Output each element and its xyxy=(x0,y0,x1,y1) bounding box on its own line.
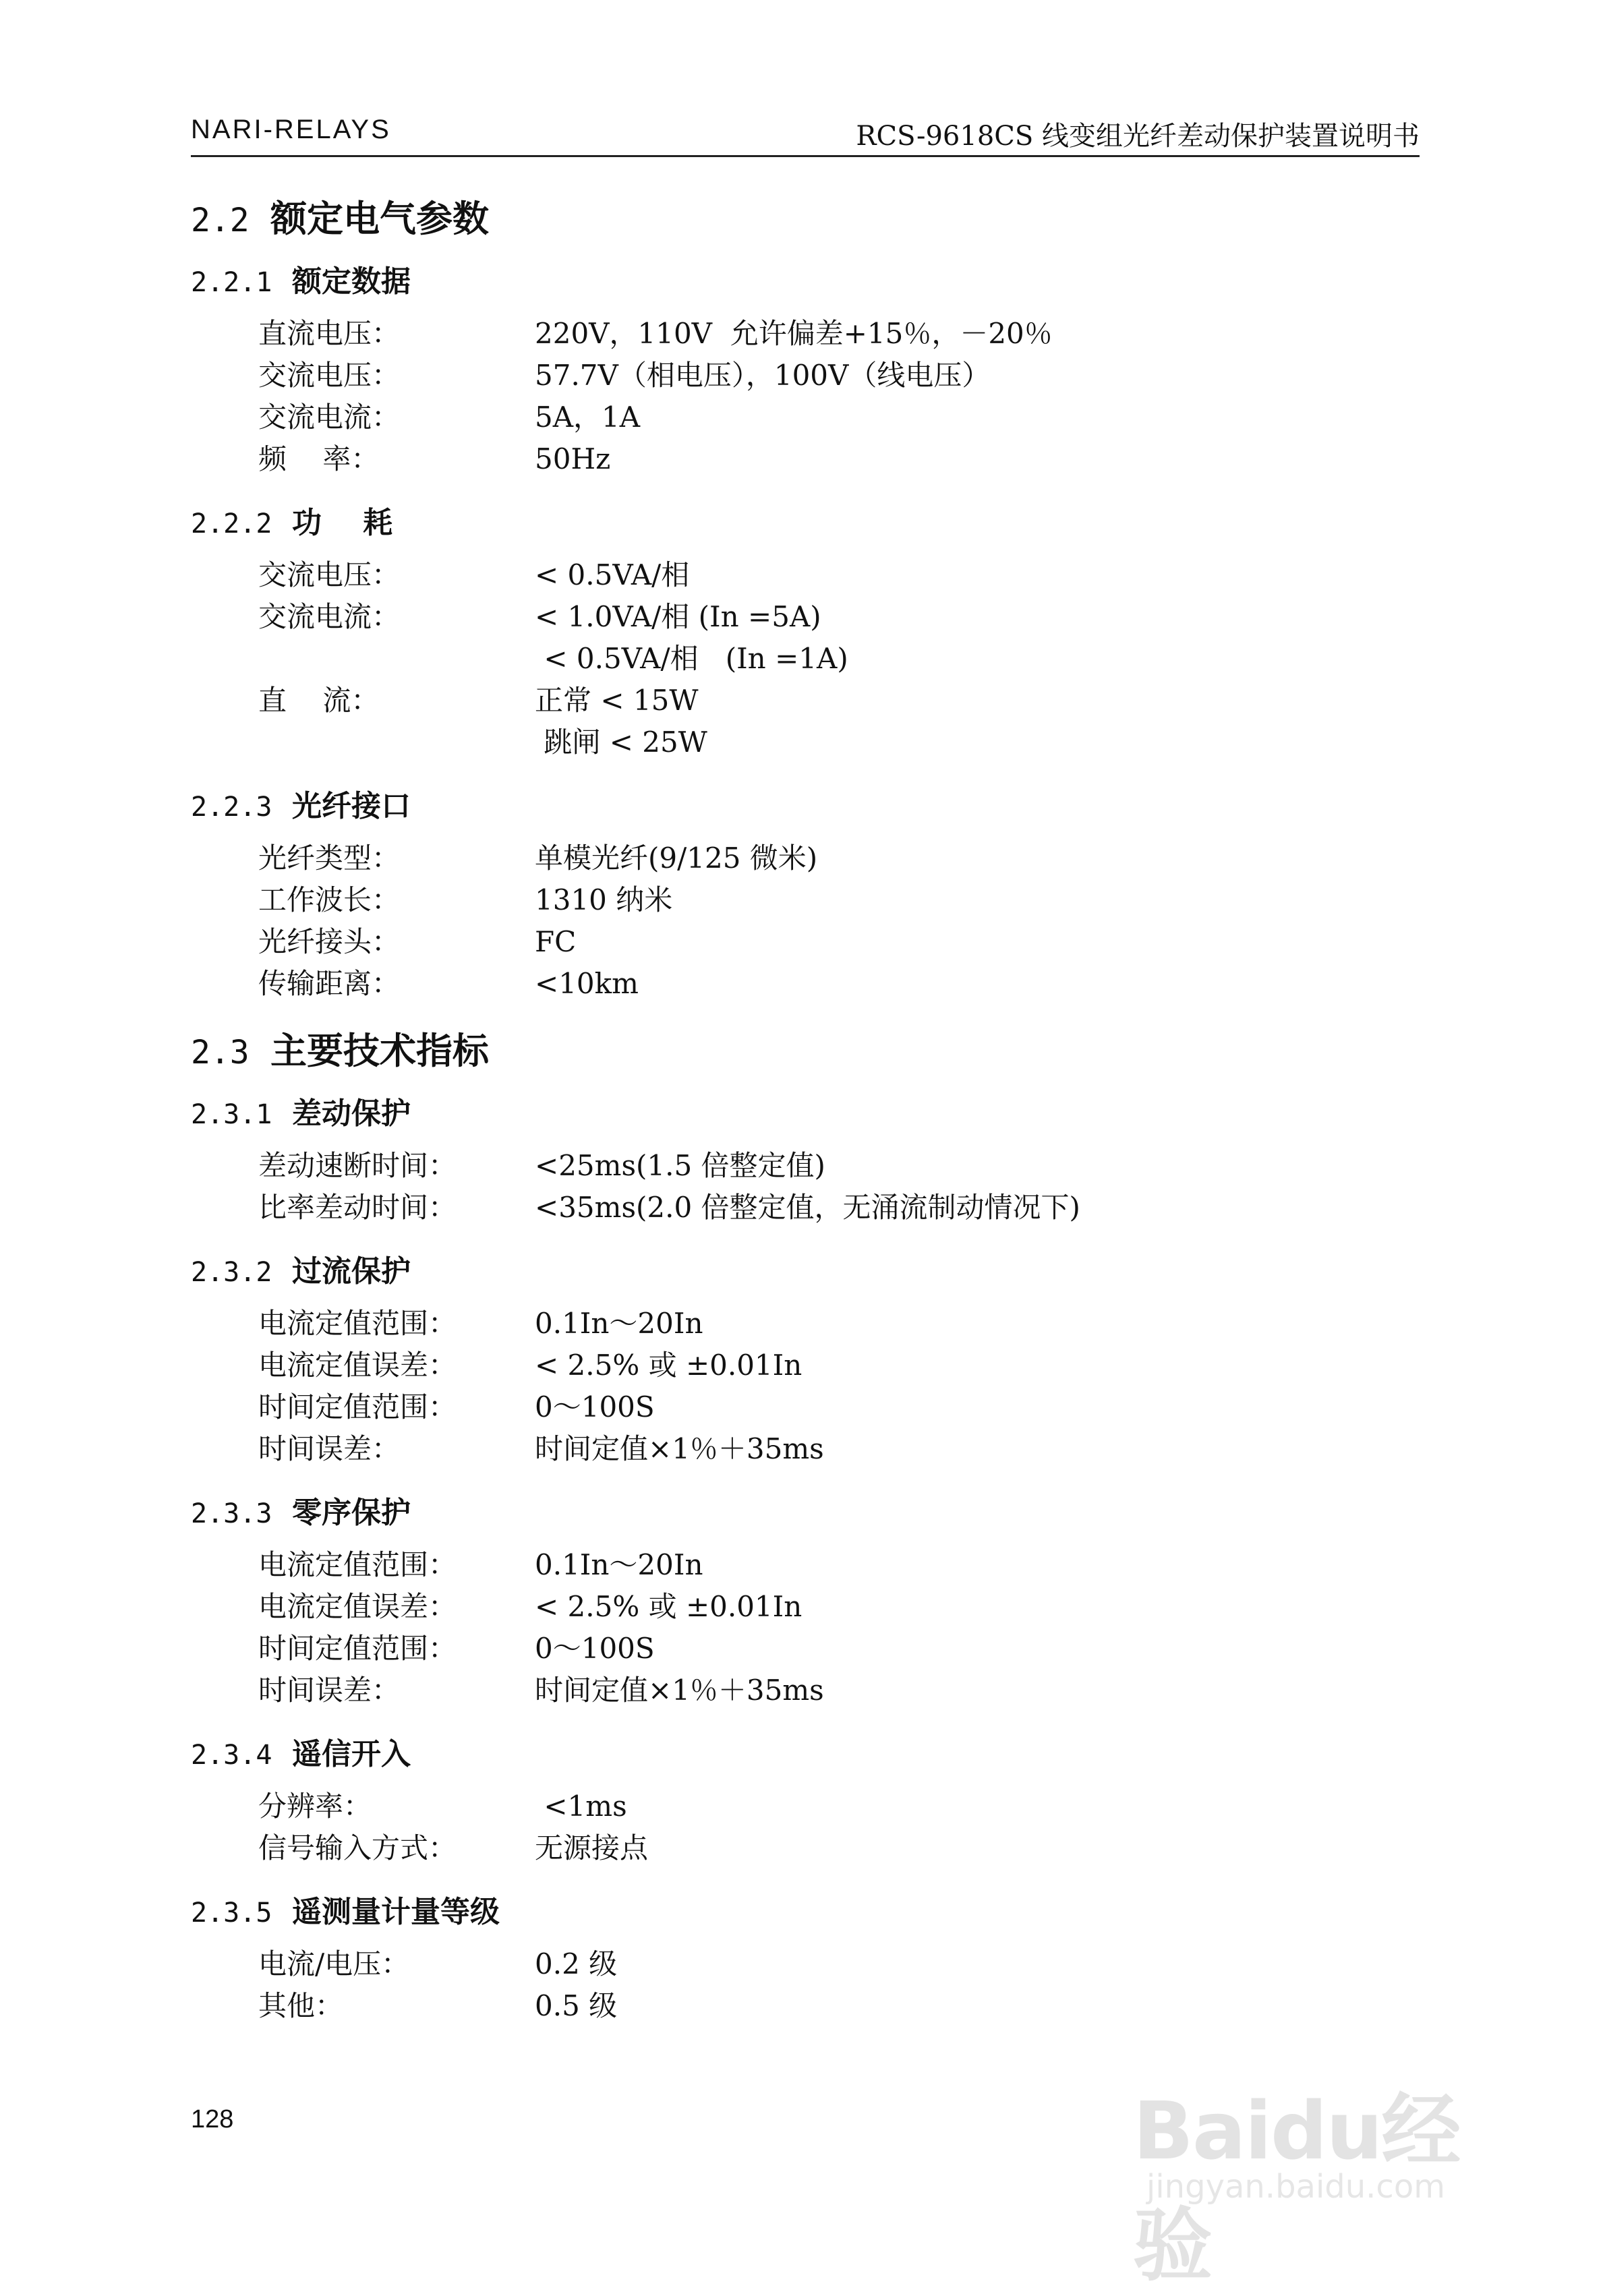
subsection-title: 光纤接口 xyxy=(292,789,411,823)
spec-list xyxy=(258,1145,1420,1229)
spec-row xyxy=(258,1303,1420,1345)
spec-label: 传输距离： xyxy=(258,967,401,1000)
section-title: 额定电气参数 xyxy=(270,198,489,240)
spec-value: < 2.5% 或 ±0.01In xyxy=(535,1349,802,1382)
subsection-heading xyxy=(191,786,1420,827)
spec-label: 电流定值范围： xyxy=(258,1307,457,1340)
spec-label: 信号输入方式： xyxy=(258,1831,457,1864)
spec-row xyxy=(258,396,1420,438)
subsection-number: 2.3.4 xyxy=(191,1740,272,1771)
baidu-jingyan-watermark xyxy=(1133,2067,1511,2292)
spec-value: < 2.5% 或 ±0.01In xyxy=(535,1590,802,1623)
subsection-title: 遥信开入 xyxy=(292,1737,411,1771)
spec-value: 跳闸 < 25W xyxy=(535,726,707,759)
spec-label: 时间定值范围： xyxy=(258,1632,457,1665)
subsection-heading xyxy=(191,1493,1420,1533)
page-header xyxy=(191,108,1420,157)
spec-value: < 0.5VA/相 (In =1A) xyxy=(535,642,848,675)
spec-value: 正常 < 15W xyxy=(535,684,699,717)
subsection-title: 零序保护 xyxy=(292,1496,411,1530)
section-number: 2.2 xyxy=(191,202,250,239)
subsection-number: 2.3.1 xyxy=(191,1099,272,1130)
spec-value: 5A，1A xyxy=(535,401,641,434)
subsection-number: 2.2.1 xyxy=(191,267,272,298)
spec-value: <25ms(1.5 倍整定值) xyxy=(535,1149,825,1182)
section-title: 主要技术指标 xyxy=(270,1030,489,1072)
spec-row xyxy=(258,722,1420,763)
section-number: 2.3 xyxy=(191,1034,250,1071)
spec-value: 无源接点 xyxy=(535,1831,649,1864)
document-body xyxy=(191,196,1420,2050)
spec-list xyxy=(258,1303,1420,1470)
spec-row xyxy=(258,837,1420,879)
section-heading xyxy=(191,196,1420,243)
spec-list xyxy=(258,1544,1420,1711)
spec-list xyxy=(258,1786,1420,1869)
spec-value: 1310 纳米 xyxy=(535,883,673,916)
spec-value: <1ms xyxy=(535,1790,627,1823)
spec-label: 电流/电压： xyxy=(258,1947,410,1980)
spec-row xyxy=(258,1827,1420,1869)
spec-list xyxy=(258,313,1420,480)
spec-list xyxy=(258,837,1420,1005)
subsection-title: 过流保护 xyxy=(292,1254,411,1289)
spec-value: 0～100S xyxy=(535,1390,655,1423)
subsection-heading xyxy=(191,262,1420,302)
watermark-url: jingyan.baidu.com xyxy=(1146,2168,1445,2206)
spec-row xyxy=(258,438,1420,480)
spec-label: 直 流： xyxy=(258,684,380,717)
spec-row xyxy=(258,1943,1420,1985)
spec-label: 其他： xyxy=(258,1989,344,2022)
spec-label: 光纤类型： xyxy=(258,842,401,875)
spec-value: 57.7V（相电压），100V（线电压） xyxy=(535,359,991,392)
spec-label: 电流定值范围： xyxy=(258,1548,457,1581)
spec-label: 时间误差： xyxy=(258,1432,401,1465)
section-heading xyxy=(191,1028,1420,1075)
spec-label: 比率差动时间： xyxy=(258,1191,457,1224)
spec-row xyxy=(258,638,1420,680)
page-number: 128 xyxy=(191,2105,234,2133)
subsection-title: 遥测量计量等级 xyxy=(292,1895,500,1929)
spec-value: 时间定值×1％＋35ms xyxy=(535,1432,824,1465)
spec-row xyxy=(258,1670,1420,1711)
spec-value: < 0.5VA/相 xyxy=(535,558,690,591)
spec-value: FC xyxy=(535,925,577,958)
subsection-number: 2.3.5 xyxy=(191,1897,272,1929)
spec-label: 频 率： xyxy=(258,442,380,475)
spec-value: 单模光纤(9/125 微米) xyxy=(535,842,818,875)
spec-label: 交流电流： xyxy=(258,401,401,434)
spec-row xyxy=(258,1145,1420,1187)
spec-label: 工作波长： xyxy=(258,883,401,916)
spec-value: 0.2 级 xyxy=(535,1947,618,1980)
spec-value: 0.1In～20In xyxy=(535,1548,703,1581)
subsection-number: 2.3.3 xyxy=(191,1498,272,1529)
spec-row xyxy=(258,1586,1420,1628)
spec-list xyxy=(258,554,1420,763)
subsection-number: 2.3.2 xyxy=(191,1257,272,1288)
spec-value: 50Hz xyxy=(535,442,611,475)
spec-value: 220V，110V 允许偏差+15％，－20％ xyxy=(535,317,1053,350)
spec-label: 时间定值范围： xyxy=(258,1390,457,1423)
spec-value: 0～100S xyxy=(535,1632,655,1665)
spec-row xyxy=(258,963,1420,1005)
subsection-heading xyxy=(191,503,1420,543)
spec-row xyxy=(258,1985,1420,2027)
spec-value: <35ms(2.0 倍整定值，无涌流制动情况下) xyxy=(535,1191,1080,1224)
spec-label: 差动速断时间： xyxy=(258,1149,457,1182)
spec-label: 分辨率： xyxy=(258,1790,372,1823)
spec-row xyxy=(258,313,1420,355)
subsection-heading xyxy=(191,1094,1420,1134)
spec-row xyxy=(258,1428,1420,1470)
spec-label: 交流电压： xyxy=(258,359,401,392)
spec-row xyxy=(258,1187,1420,1229)
spec-value: 时间定值×1％＋35ms xyxy=(535,1674,824,1707)
spec-row xyxy=(258,921,1420,963)
spec-row xyxy=(258,1628,1420,1670)
brand-name: NARI-RELAYS xyxy=(191,115,391,144)
spec-row xyxy=(258,680,1420,722)
spec-label: 电流定值误差： xyxy=(258,1590,457,1623)
spec-label: 时间误差： xyxy=(258,1674,401,1707)
spec-row xyxy=(258,596,1420,638)
spec-label: 直流电压： xyxy=(258,317,401,350)
spec-value: 0.5 级 xyxy=(535,1989,618,2022)
subsection-number: 2.2.3 xyxy=(191,792,272,823)
spec-label: 电流定值误差： xyxy=(258,1349,457,1382)
watermark-logo-text: Baidu经验 xyxy=(1133,2084,1460,2292)
spec-row xyxy=(258,1544,1420,1586)
spec-value: < 1.0VA/相 (In =5A) xyxy=(535,600,821,633)
spec-row xyxy=(258,1345,1420,1386)
subsection-number: 2.2.2 xyxy=(191,508,272,539)
spec-row xyxy=(258,355,1420,396)
spec-row xyxy=(258,554,1420,596)
spec-row xyxy=(258,1386,1420,1428)
spec-label: 交流电压： xyxy=(258,558,401,591)
subsection-heading xyxy=(191,1252,1420,1292)
spec-list xyxy=(258,1943,1420,2027)
subsection-heading xyxy=(191,1734,1420,1775)
spec-label: 光纤接头： xyxy=(258,925,401,958)
document-title: RCS-9618CS 线变组光纤差动保护装置说明书 xyxy=(856,121,1420,152)
spec-row xyxy=(258,879,1420,921)
spec-value: 0.1In～20In xyxy=(535,1307,703,1340)
subsection-title: 功 耗 xyxy=(292,506,393,540)
spec-row xyxy=(258,1786,1420,1827)
spec-value: <10km xyxy=(535,967,639,1000)
subsection-heading xyxy=(191,1892,1420,1933)
subsection-title: 额定数据 xyxy=(292,264,411,299)
subsection-title: 差动保护 xyxy=(292,1096,411,1131)
spec-label: 交流电流： xyxy=(258,600,401,633)
